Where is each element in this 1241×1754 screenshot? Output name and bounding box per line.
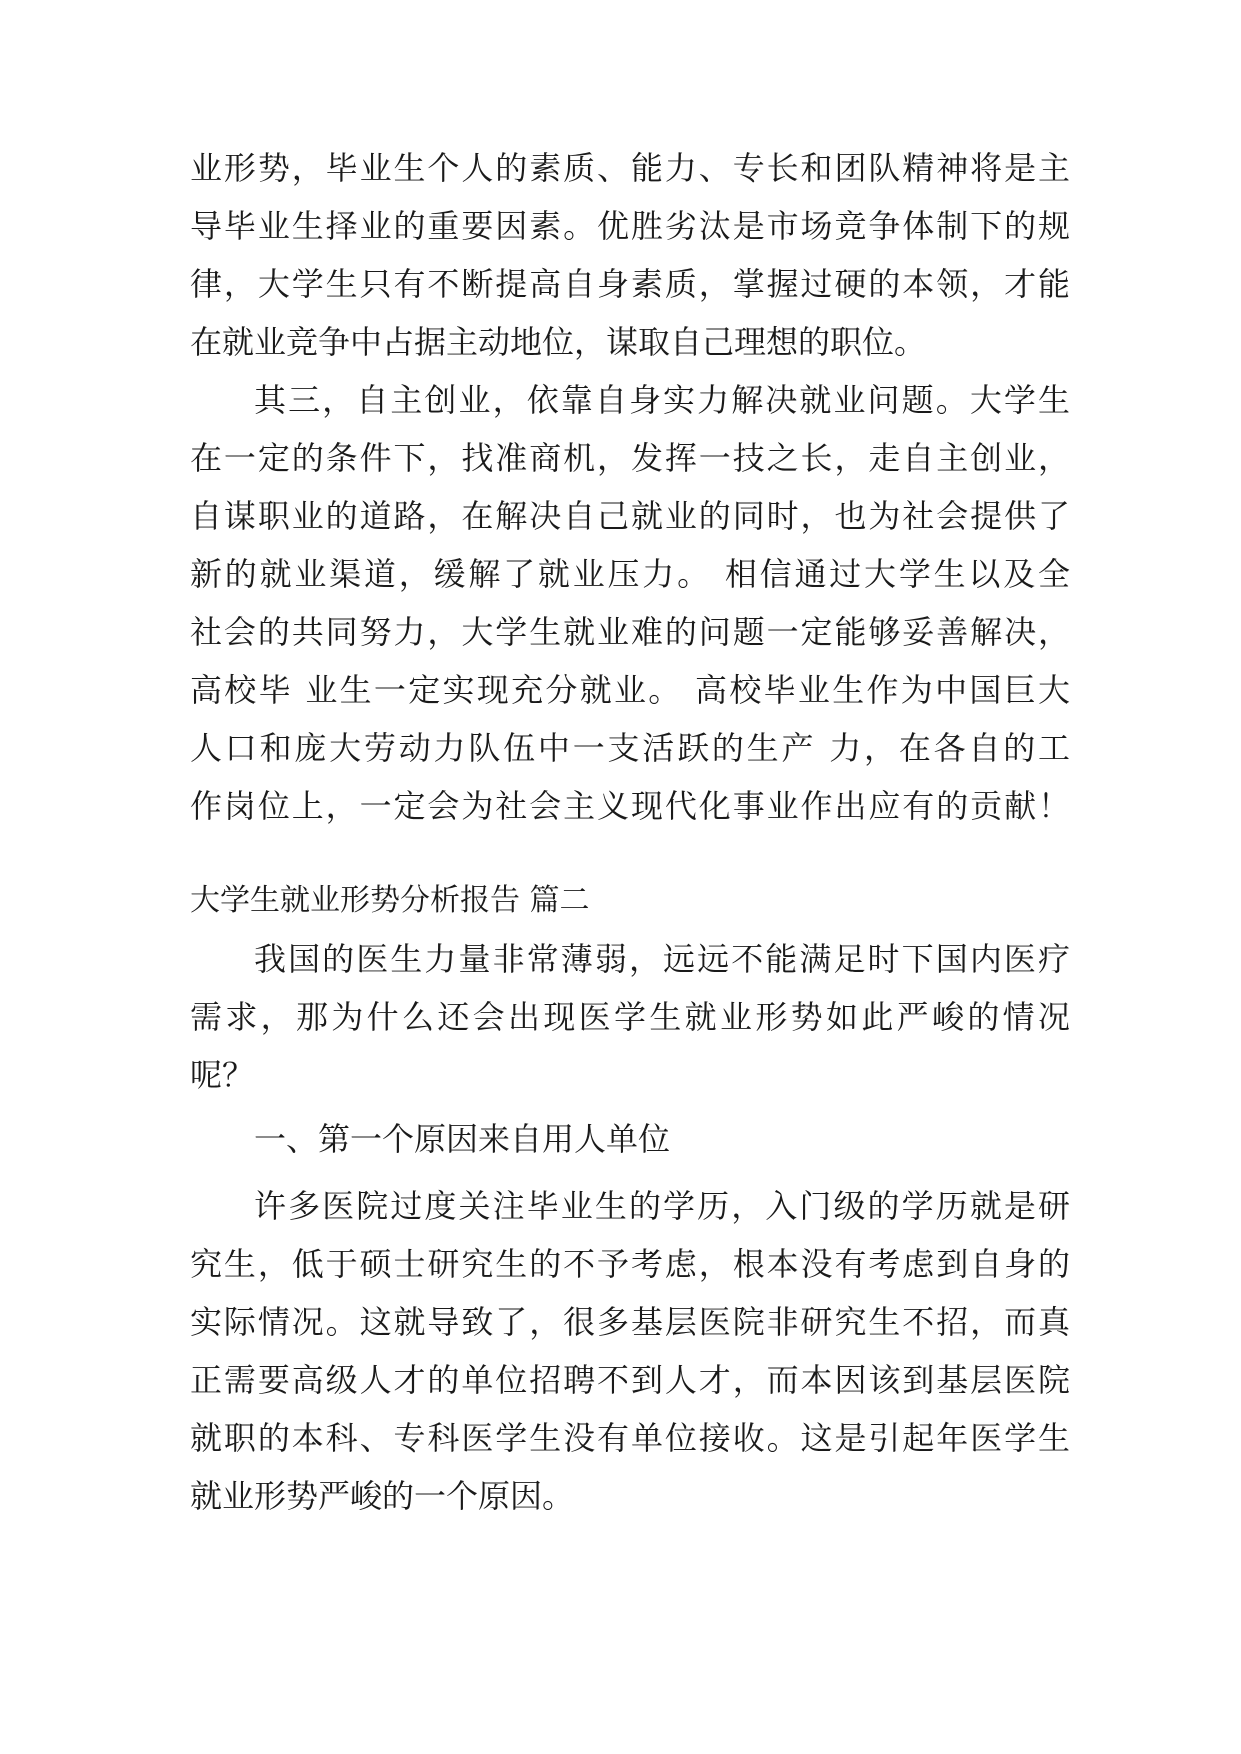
paragraph-first-line: 许多医院过度关注毕业生的学历，入门级的学历就是研 [254,1187,1070,1225]
body-text-line: 究生，低于硕士研究生的不予考虑，根本没有考虑到自身的 [190,1245,1070,1283]
body-text-line: 自谋职业的道路，在解决自己就业的同时，也为社会提供了 [190,497,1070,535]
paragraph-first-line: 我国的医生力量非常薄弱，远远不能满足时下国内医疗 [254,940,1070,978]
paragraph-first-line: 其三，自主创业，依靠自身实力解决就业问题。大学生 [254,381,1070,419]
body-text-line: 社会的共同努力，大学生就业难的问题一定能够妥善解决， [190,613,1070,651]
body-text-line: 律，大学生只有不断提高自身素质，掌握过硬的本领，才能 [190,265,1070,303]
body-text-line: 新的就业渠道，缓解了就业压力。 相信通过大学生以及全 [190,555,1070,593]
body-text-line: 作岗位上，一定会为社会主义现代化事业作出应有的贡献！ [190,787,1070,825]
body-text-line: 就业形势严峻的一个原因。 [190,1477,575,1515]
body-text-line: 正需要高级人才的单位招聘不到人才，而本因该到基层医院 [190,1361,1070,1399]
body-text-line: 在就业竞争中占据主动地位，谋取自己理想的职位。 [190,323,927,361]
body-text-line: 需求，那为什么还会出现医学生就业形势如此严峻的情况 [190,998,1070,1036]
body-text-line: 在一定的条件下，找准商机，发挥一技之长，走自主创业， [190,439,1070,477]
body-text-line: 实际情况。这就导致了，很多基层医院非研究生不招，而真 [190,1303,1070,1341]
body-text-line: 人口和庞大劳动力队伍中一支活跃的生产 力，在各自的工 [190,729,1070,767]
section-heading: 大学生就业形势分析报告 篇二 [190,883,590,918]
body-text-line: 业形势，毕业生个人的素质、能力、专长和团队精神将是主 [190,149,1070,187]
body-text-line: 就职的本科、专科医学生没有单位接收。这是引起年医学生 [190,1419,1070,1457]
body-text-line: 导毕业生择业的重要因素。优胜劣汰是市场竞争体制下的规 [190,207,1070,245]
subheading: 一、第一个原因来自用人单位 [254,1120,671,1158]
body-text-line: 呢？ [190,1056,255,1094]
body-text-line: 高校毕 业生一定实现充分就业。 高校毕业生作为中国巨大 [190,671,1070,709]
